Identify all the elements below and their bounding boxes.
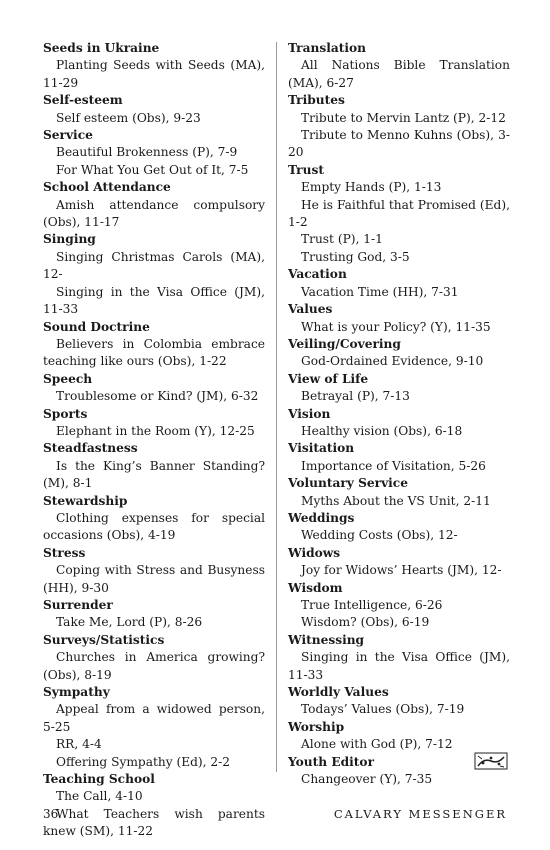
index-entry: Healthy vision (Obs), 6-18 <box>301 423 463 438</box>
index-entry: Churches in America growing? (Obs), 8-19 <box>43 650 265 682</box>
index-term: Surveys/Statistics <box>43 632 165 647</box>
index-term: Teaching School <box>43 772 155 787</box>
index-entry: Tribute to Mervin Lantz (P), 2-12 <box>301 110 506 125</box>
index-entry: Todays’ Values (Obs), 7-19 <box>301 702 465 717</box>
index-entry: RR, 4-4 <box>56 737 102 752</box>
index-entry: Betrayal (P), 7-13 <box>301 389 410 404</box>
index-entry: Coping with Stress and Busyness (HH), 9-30 <box>43 563 265 595</box>
index-term: Surrender <box>43 598 113 612</box>
index-term: Sound Doctrine <box>43 319 150 334</box>
index-entry: What is your Policy? (Y), 11-35 <box>301 319 491 334</box>
index-entry: Singing Christmas Carols (MA), 12- <box>43 249 265 282</box>
index-term: Veiling/Covering <box>288 336 401 351</box>
page-number: 36 <box>43 807 59 821</box>
index-term: Worship <box>288 719 345 734</box>
index-entry: For What You Get Out of It, 7-5 <box>56 162 249 177</box>
index-term: Translation <box>288 41 366 55</box>
index-term: Singing <box>43 232 96 247</box>
index-term: Witnessing <box>288 632 365 647</box>
index-term: Trust <box>288 162 324 177</box>
index-entry: He is Faithful that Promised (Ed), 1-2 <box>288 197 510 230</box>
index-column-left <box>43 40 265 841</box>
index-term: Wisdom <box>288 580 343 595</box>
index-term: Voluntary Service <box>288 476 408 491</box>
index-entry: Appeal from a widowed person, 5-25 <box>43 702 265 734</box>
index-term: Worldly Values <box>288 685 389 700</box>
index-entry: Singing in the Visa Office (JM), 11-33 <box>43 284 265 317</box>
running-title: CALVARY MESSENGER <box>333 807 507 821</box>
index-term: Speech <box>43 371 93 386</box>
index-column-right <box>288 40 510 788</box>
index-entry: Vacation Time (HH), 7-31 <box>301 284 459 299</box>
index-term: Self-esteem <box>43 93 123 108</box>
index-entry: Myths About the VS Unit, 2-11 <box>301 493 491 508</box>
index-term: Values <box>288 302 333 317</box>
index-entry: Is the King’s Banner Standing? (M), 8-1 <box>43 458 265 491</box>
index-entry: God-Ordained Evidence, 9-10 <box>301 354 484 369</box>
index-term: Seeds in Ukraine <box>43 41 160 55</box>
index-entry: Importance of Visitation, 5-26 <box>301 458 486 473</box>
index-entry: Elephant in the Room (Y), 12-25 <box>56 423 255 438</box>
index-term: Sympathy <box>43 685 110 700</box>
index-entry: Wisdom? (Obs), 6-19 <box>301 615 430 630</box>
index-term: Weddings <box>288 510 355 525</box>
index-entry: Self esteem (Obs), 9-23 <box>56 110 201 125</box>
index-term: Sports <box>43 406 88 421</box>
index-entry: Tribute to Menno Kuhns (Obs), 3-20 <box>288 128 510 160</box>
index-term: School Attendance <box>43 180 171 195</box>
index-entry: Beautiful Brokenness (P), 7-9 <box>56 145 238 160</box>
index-entry: True Intelligence, 6-26 <box>301 598 443 612</box>
index-entry: Take Me, Lord (P), 8-26 <box>56 615 203 630</box>
index-term: Youth Editor <box>288 754 374 769</box>
index-term: Vacation <box>288 267 347 282</box>
index-entry: Trusting God, 3-5 <box>301 249 410 264</box>
index-term: Vision <box>288 406 331 421</box>
index-entry: Offering Sympathy (Ed), 2-2 <box>56 754 231 769</box>
index-term: Widows <box>288 545 341 560</box>
index-term: View of Life <box>288 371 369 386</box>
index-entry: Wedding Costs (Obs), 12- <box>301 528 458 543</box>
index-entry: Empty Hands (P), 1-13 <box>301 180 442 195</box>
column-divider <box>276 42 277 772</box>
index-entry: Trust (P), 1-1 <box>301 232 383 247</box>
index-term: Tributes <box>288 93 345 108</box>
index-entry: Alone with God (P), 7-12 <box>301 737 453 752</box>
index-term: Stress <box>43 545 86 560</box>
index-entry: Singing in the Visa Office (JM), 11-33 <box>288 650 510 682</box>
index-entry: Amish attendance compulsory (Obs), 11-17 <box>43 197 265 230</box>
index-term: Steadfastness <box>43 441 138 456</box>
index-entry: Changeover (Y), 7-35 <box>301 772 433 787</box>
index-entry: Believers in Colombia embrace teaching like ours (Obs), 1-22 <box>43 336 265 369</box>
index-term: Stewardship <box>43 493 128 508</box>
index-entry: The Call, 4-10 <box>56 789 143 804</box>
index-entry: Troublesome or Kind? (JM), 6-32 <box>56 389 259 404</box>
index-term: Service <box>43 128 93 143</box>
index-entry: What Teachers wish parents knew (SM), 11-22 <box>43 806 265 839</box>
end-of-article-ornament-icon <box>474 752 508 770</box>
index-entry: Joy for Widows’ Hearts (JM), 12- <box>301 563 502 578</box>
index-entry: Planting Seeds with Seeds (MA), 11-29 <box>43 58 265 90</box>
index-term: Visitation <box>288 441 355 456</box>
index-entry: Clothing expenses for special occasions (Obs), 4-19 <box>43 510 265 543</box>
index-entry: All Nations Bible Translation (MA), 6-27 <box>288 58 510 90</box>
